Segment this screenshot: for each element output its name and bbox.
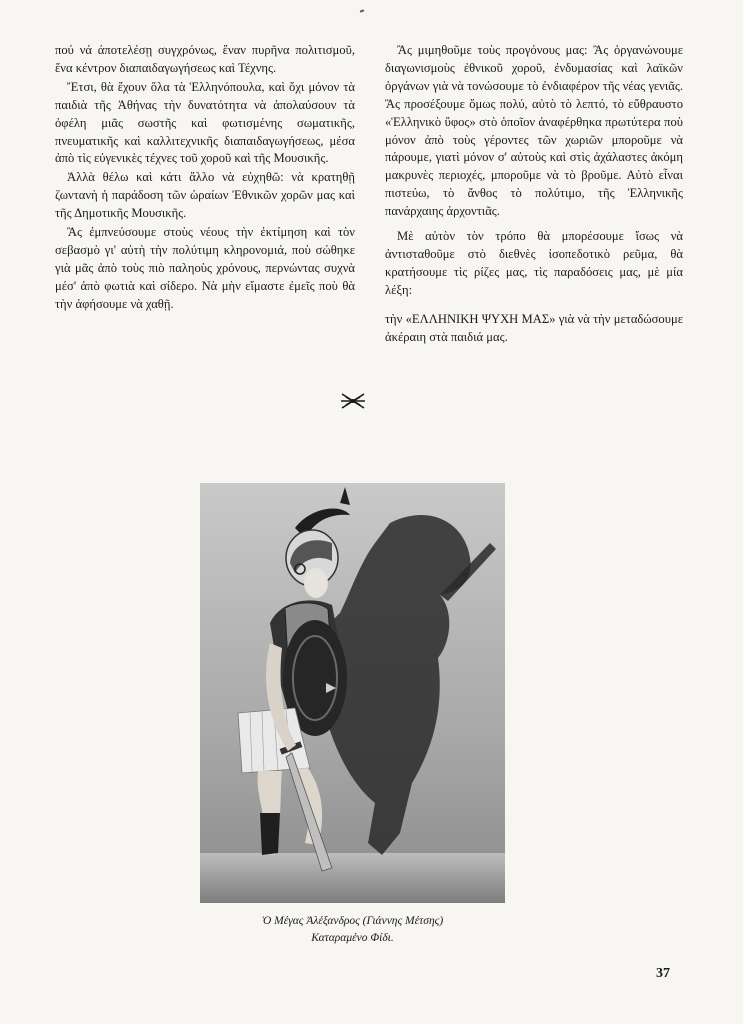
paragraph: Ἔτσι, θὰ ἔχουν ὅλα τὰ Ἑλληνόπουλα, καὶ ὄχι μόνον τὰ παιδιὰ τῆς Ἀθήνας τὴν δυνατότητα νὰ ἀπολαύσουν τὰ ὀφέλη μιᾶς σωστῆς καὶ φωτισμένης σωματικῆς, πνευματικῆς καὶ καλλιτεχνικῆς διαπαιδαγωγήσεως, μέσα ἀπὸ τὶς εὐγενικὲς τέχνες τοῦ χοροῦ καὶ τῆς Μουσικῆς.: [55, 79, 355, 166]
star-ornament-icon: [340, 392, 366, 410]
paragraph: τὴν «ΕΛΛΗΝΙΚΗ ΨΥΧΗ ΜΑΣ» γιὰ νὰ τὴν μεταδώσουμε ἀκέραιη στὰ παιδιά μας.: [385, 311, 683, 344]
left-column: [55, 42, 355, 314]
warrior-dancer-photo-icon: [200, 483, 505, 903]
caption-line: Ὁ Μέγας Ἀλέξανδρος (Γιάννης Μέτσης): [261, 915, 444, 927]
paragraph: πού νά άποτελέσῃ συγχρόνως, ἕναν πυρῆνα πολιτισμοῦ, ἕνα κέντρον διαπαιδαγωγήσεως καὶ Τέχνης.: [55, 43, 355, 75]
right-column: [385, 42, 683, 347]
paragraph: Ἂς ἐμπνεύσουμε στοὺς νέους τὴν ἐκτίμηση καὶ τὸν σεβασμὸ γι' αὐτὴ τὴν πολύτιμη κληρονομιά, ποὺ σώθηκε γιὰ μᾶς ἀπὸ τοὺς πιὸ παληοὺς χρόνους, περνώντας συχνὰ μέσ' ἀπὸ φωτιὰ καὶ σίδερο. Νὰ μὴν εἴμαστε ἐμεῖς ποὺ θὰ τὴν ἀφήσουμε νὰ χαθῇ.: [55, 225, 355, 311]
page-number: 37: [656, 966, 670, 981]
warrior-dancer-photo: [200, 483, 505, 903]
photo-caption: [200, 913, 505, 947]
paragraph: Μὲ αὐτὸν τὸν τρόπο θὰ μπορέσουμε ἴσως νὰ ἀντισταθοῦμε στὸ διεθνὲς ἰσοπεδοτικὸ ρεῦμα, θὰ κρατήσουμε τὶς ρίζες μας, τὶς παραδόσεις μας, μὲ μία λέξη:: [385, 229, 683, 297]
caption-line: Καταραμένο Φίδι.: [311, 932, 394, 944]
paragraph: Ἀλλὰ θέλω καὶ κάτι ἄλλο νὰ εὐχηθῶ: νὰ κρατηθῇ ζωντανὴ ἡ παράδοση τῶν ὡραίων Ἐθνικῶν χορῶν μας καὶ τῆς Δημοτικῆς Μουσικῆς.: [55, 170, 355, 221]
ink-speck: [360, 9, 364, 12]
paragraph: Ἂς μιμηθοῦμε τοὺς προγόνους μας: Ἂς ὀργανώνουμε διαγωνισμοὺς ἐθνικοῦ χοροῦ, ἐνδυμασίας καὶ λαϊκῶν ὀργάνων γιὰ νὰ τονώσουμε τὸ ἐνδιαφέρον τῆς νέας γενιᾶς. Ἂς προσέξουμε ὅμως πολύ, αὐτὸ τὸ λεπτό, τὸ εὔθραυστο «Ἑλληνικὸ ὕφος» στὸ ὁποῖον ἀναφέρθηκα πρωτύτερα ποὺ μόνον ἀπὸ τοὺς γέροντες τῶν χωριῶν μποροῦμε νὰ πάρουμε, γιατὶ μόνον σ' αὐτοὺς καὶ στὶς ἀχάλαστες ἀκόμη μακρυνὲς περιοχές, μποροῦμε νὰ τὸ βροῦμε. Αὐτὸ εἶναι πιστεύω, τὸ ἄνθος τὸ πολύτιμο, τῆς Ἑλληνικῆς πανάρχαιης ἀρχοντιᾶς.: [385, 43, 683, 219]
